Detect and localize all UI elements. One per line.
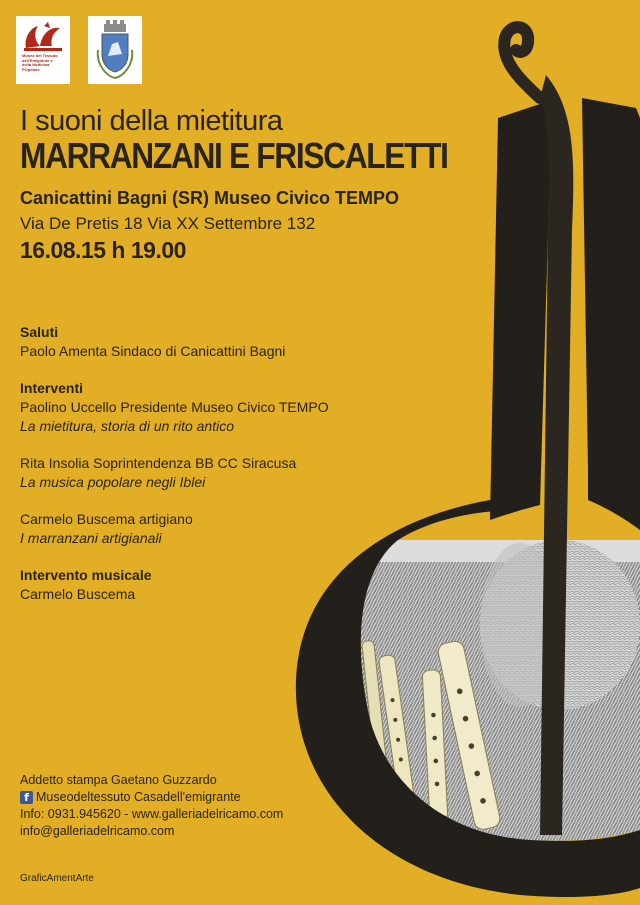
talk-topic: La mietitura, storia di un rito antico [20, 418, 234, 434]
talk-speaker: Paolino Uccello Presidente Museo Civico TEMPO [20, 399, 329, 415]
museum-tessuto-logo-icon [20, 20, 66, 54]
contacts [20, 772, 283, 840]
event-title: MARRANZANI E FRISCALETTI [20, 135, 448, 176]
coat-of-arms-icon [92, 20, 138, 80]
music-section [20, 566, 370, 604]
museum-logo [16, 16, 70, 84]
venue: Canicattini Bagni (SR) Museo Civico TEMPO [20, 188, 400, 208]
music-performer: Carmelo Buscema [20, 586, 136, 602]
greetings-speaker: Paolo Amenta Sindaco di Canicattini Bagni [20, 343, 286, 359]
facebook-page[interactable]: Museodeltessuto Casadell'emigrante [36, 790, 241, 804]
press-contact: Addetto stampa Gaetano Guzzardo [20, 773, 217, 787]
talk-speaker: Rita Insolia Soprintendenza BB CC Siracusa [20, 455, 297, 471]
talks-heading: Interventi [20, 380, 84, 396]
info-line[interactable]: Info: 0931.945620 - www.galleriadelricamo.com [20, 807, 284, 821]
talk-topic: La musica popolare negli Iblei [20, 474, 206, 490]
greetings-section [20, 323, 370, 361]
talk-topic: I marranzani artigianali [20, 530, 162, 546]
facebook-row[interactable] [20, 789, 283, 806]
talk-section [20, 510, 370, 548]
address: Via De Pretis 18 Via XX Settembre 132 [20, 214, 316, 233]
talk-section [20, 454, 370, 492]
email-link[interactable]: info@galleriadelricamo.com [20, 824, 175, 838]
design-credit: GraficAmentArte [20, 873, 94, 884]
municipality-coat-of-arms [88, 16, 142, 84]
event-subtitle: I suoni della mietitura [20, 105, 283, 137]
music-heading: Intervento musicale [20, 567, 152, 583]
museum-logo-text: Museo del Tessuto dell'Emigrante e della Medicina POpolare [22, 53, 58, 72]
greetings-heading: Saluti [20, 324, 59, 340]
event-date: 16.08.15 h 19.00 [20, 237, 186, 263]
program [20, 323, 370, 622]
facebook-icon: f [20, 791, 33, 804]
talk-section [20, 379, 370, 436]
talk-speaker: Carmelo Buscema artigiano [20, 511, 193, 527]
